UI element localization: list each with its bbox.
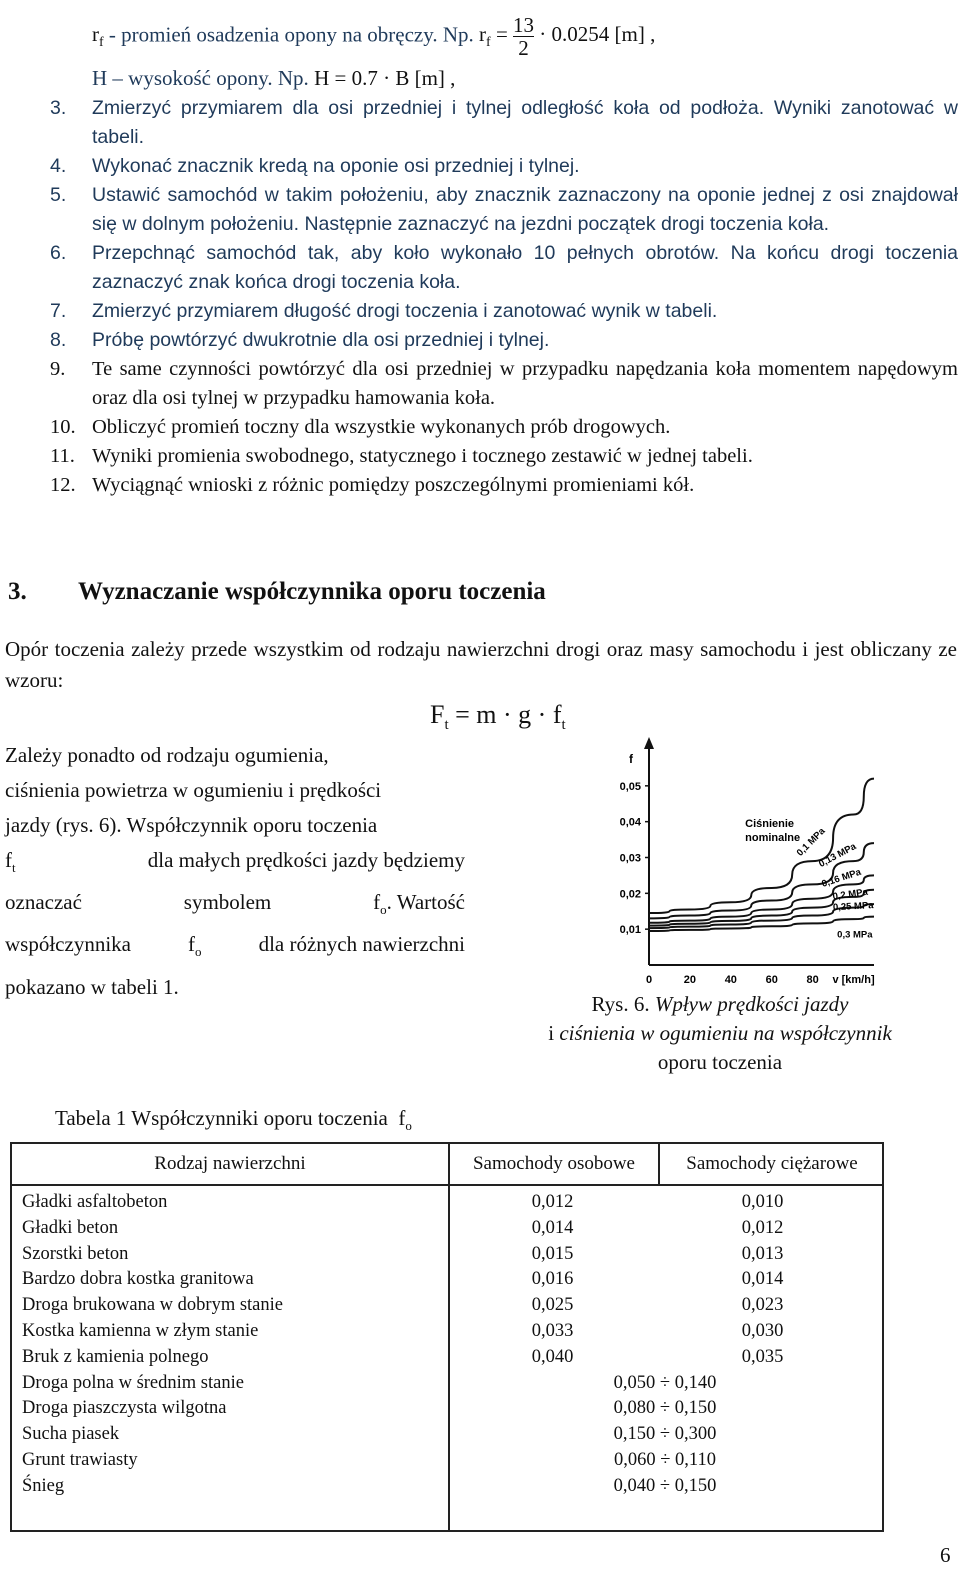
section-number: 3. <box>8 578 27 605</box>
step-number: 12. <box>50 474 76 496</box>
step-number: 9. <box>50 358 66 380</box>
list-item <box>50 94 958 152</box>
chart-annotation: Ciśnienie <box>745 818 795 831</box>
table-row <box>12 1242 882 1268</box>
procedure-steps <box>50 94 958 500</box>
truck-value-cell: 0,013 <box>741 1243 784 1264</box>
series-label: 0,3 MPa <box>837 929 873 941</box>
table-row <box>12 1267 882 1293</box>
surface-coefficients-table <box>10 1142 884 1532</box>
caption-line2: ciśnienia w ogumieniu na współczynnik <box>559 1021 892 1045</box>
list-item <box>50 442 958 471</box>
truck-value-cell: 0,010 <box>741 1192 784 1212</box>
surface-cell: Bardzo dobra kostka granitowa <box>22 1269 254 1290</box>
table-row <box>12 1422 882 1448</box>
side-line-3: jazdy (rys. 6). Współczynnik oporu toczenia <box>5 813 378 837</box>
table-divider-2 <box>658 1144 660 1186</box>
car-value-cell: 0,014 <box>531 1217 574 1238</box>
range-value-cell: 0,080 ÷ 0,150 <box>613 1398 717 1419</box>
x-tick-label: 80 <box>806 974 819 986</box>
range-value-cell: 0,060 ÷ 0,110 <box>614 1449 716 1470</box>
surface-cell: Droga piaszczysta wilgotna <box>22 1398 227 1419</box>
surface-cell: Droga polna w średnim stanie <box>22 1372 244 1393</box>
car-value-cell: 0,033 <box>531 1320 574 1341</box>
x-tick-label: 20 <box>683 974 697 986</box>
surface-cell: Bruk z kamienia polnego <box>22 1346 209 1367</box>
y-tick-label: 0,02 <box>619 888 641 901</box>
caption-line3: oporu toczenia <box>657 1050 783 1074</box>
car-value-cell: 0,015 <box>531 1243 574 1264</box>
truck-value-cell: 0,030 <box>741 1320 784 1341</box>
rf-symbol: $r_f$ <box>92 22 104 51</box>
truck-value-cell: 0,012 <box>741 1217 784 1238</box>
table-row <box>12 1474 882 1500</box>
side-line-6: współczynnika $f_o$ dla różnych nawierzchni <box>5 932 465 960</box>
list-item <box>50 326 958 355</box>
list-item <box>50 471 958 500</box>
step-text: Ustawić samochód w takim położeniu, aby znacznik zaznaczony na oponie jednej z osi znajdował się w dolnym położeniu. Następnie zaznaczyć na jezdni początek drogi toczenia koła. <box>92 184 958 235</box>
y-tick-label: 0,03 <box>619 852 641 865</box>
list-item <box>50 181 958 239</box>
step-text: Wyciągnąć wnioski z różnic pomiędzy poszczególnymi promieniami kół. <box>92 474 695 496</box>
truck-value-cell: 0,023 <box>741 1295 784 1316</box>
step-text: Przepchnąć samochód tak, aby koło wykonało 10 pełnych obrotów. Na końcu drogi toczenia zaznaczyć znak końca drogi toczenia koła. <box>92 242 958 293</box>
surface-cell: Śnieg <box>22 1475 65 1496</box>
y-tick-label: 0,05 <box>619 780 641 793</box>
car-value-cell: 0,025 <box>531 1295 574 1316</box>
list-item <box>50 239 958 297</box>
x-axis-label: v [km/h] <box>832 974 875 986</box>
truck-value-cell: 0,035 <box>741 1346 784 1367</box>
table-body <box>12 1190 882 1500</box>
step-number: 11. <box>50 445 75 467</box>
table-row <box>12 1396 882 1422</box>
series-label: 0,25 MPa <box>832 900 874 914</box>
list-item <box>50 152 958 181</box>
section-heading <box>8 578 546 606</box>
surface-cell: Grunt trawiasty <box>22 1449 138 1470</box>
page-number: 6 <box>940 1543 951 1567</box>
surface-cell: Kostka kamienna w złym stanie <box>22 1320 259 1341</box>
side-line-2: ciśnienia powietrza w ogumieniu i prędkości <box>5 778 382 802</box>
table-header <box>12 1144 882 1186</box>
list-item <box>50 355 958 413</box>
step-text: Obliczyć promień toczny dla wszystkie wykonanych prób drogowych. <box>92 416 671 438</box>
x-tick-label: 40 <box>724 974 737 986</box>
list-item <box>50 297 958 326</box>
tire-radius-definition <box>92 14 655 59</box>
car-value-cell: 0,016 <box>531 1269 574 1290</box>
table-row <box>12 1216 882 1242</box>
caption-line1: Wpływ prędkości jazdy <box>654 992 849 1016</box>
y-tick-label: 0,04 <box>619 816 641 829</box>
rolling-resistance-chart <box>585 735 885 990</box>
table-title: Tabela 1 Współczynniki oporu toczenia $f_o$ <box>55 1106 412 1134</box>
header-trucks: Samochody ciężarowe <box>686 1153 858 1174</box>
table-row <box>12 1371 882 1397</box>
side-line-7: pokazano w tabeli 1. <box>5 974 179 999</box>
car-value-cell: 0,012 <box>531 1192 574 1212</box>
step-number: 7. <box>50 300 67 322</box>
side-line-1: Zależy ponadto od rodzaju ogumienia, <box>5 743 329 767</box>
step-number: 3. <box>50 97 67 119</box>
table-row <box>12 1345 882 1371</box>
table-row <box>12 1448 882 1474</box>
range-value-cell: 0,040 ÷ 0,150 <box>613 1475 717 1496</box>
caption-prefix: Rys. 6. <box>591 992 650 1016</box>
side-line-5: oznaczać symbolem $f_o$. Wartość <box>5 890 465 918</box>
surface-cell: Gładki beton <box>22 1217 119 1238</box>
series-label: 0,2 MPa <box>831 886 869 903</box>
series-label: 0,13 MPa <box>817 841 859 870</box>
surface-cell: Sucha piasek <box>22 1424 120 1445</box>
x-tick-label: 60 <box>765 974 778 986</box>
range-value-cell: 0,050 ÷ 0,140 <box>613 1372 717 1393</box>
table-row <box>12 1319 882 1345</box>
truck-value-cell: 0,014 <box>741 1269 784 1290</box>
surface-cell: Gładki asfaltobeton <box>22 1192 168 1212</box>
series-label: 0,1 MPa <box>794 825 828 859</box>
section-title: Wyznaczanie współczynnika oporu toczenia <box>78 578 546 605</box>
x-tick-label: 0 <box>645 974 653 986</box>
series-label: 0,16 MPa <box>820 866 863 890</box>
car-value-cell: 0,040 <box>531 1346 574 1367</box>
table-row <box>12 1293 882 1319</box>
h-description: H – wysokość opony. Np. <box>92 66 309 90</box>
step-text: Zmierzyć przymiarem długość drogi toczenia i zanotować wynik w tabeli. <box>92 300 718 322</box>
step-text: Wyniki promienia swobodnego, statycznego i tocznego zestawić w jednej tabeli. <box>92 445 753 467</box>
chart-annotation: nominalne <box>745 832 801 845</box>
table-row <box>12 1190 882 1216</box>
step-number: 10. <box>50 416 76 438</box>
list-item <box>50 413 958 442</box>
range-value-cell: 0,150 ÷ 0,300 <box>613 1424 717 1445</box>
tire-height-definition <box>92 66 455 91</box>
step-text: Zmierzyć przymiarem dla osi przedniej i tylnej odległość koła od podłoża. Wyniki zanotować w tabeli. <box>92 97 958 148</box>
rf-equation: $r_f$ = $\frac{13}{2}$ · 0.0254 [m] , <box>479 13 656 60</box>
header-surface: Rodzaj nawierzchni <box>154 1153 306 1174</box>
header-cars: Samochody osobowe <box>472 1153 635 1174</box>
step-text: Te same czynności powtórzyć dla osi przedniej w przypadku napędzania koła momentem napędowym oraz dla osi tylnej w przypadku hamowania koła. <box>92 358 958 409</box>
step-text: Wykonać znacznik kredą na oponie osi przedniej i tylnej. <box>92 155 580 177</box>
rf-fraction: $\frac{13}{2}$ <box>513 13 535 60</box>
step-number: 8. <box>50 329 67 351</box>
y-axis-label: f <box>629 752 633 766</box>
side-line-4: $f_t$ dla małych prędkości jazdy będziemy <box>5 848 465 876</box>
y-tick-label: 0,01 <box>619 924 641 937</box>
step-text: Próbę powtórzyć dwukrotnie dla osi przedniej i tylnej. <box>92 329 550 351</box>
section-intro: Opór toczenia zależy przede wszystkim od rodzaju nawierzchni drogi oraz masy samochodu i jest obliczany ze wzoru: <box>5 637 957 692</box>
step-number: 6. <box>50 242 67 264</box>
rf-description: - promień osadzenia opony na obręczy. Np. <box>108 22 474 47</box>
h-equation: H = 0.7 · B [m] , <box>314 66 456 90</box>
surface-cell: Szorstki beton <box>22 1243 129 1264</box>
y-axis-arrow <box>644 737 654 749</box>
figure-caption: Rys. 6. Wpływ prędkości jazdy i ciśnienia w ogumieniu na współczynnik oporu toczenia <box>500 990 940 1077</box>
surface-cell: Droga brukowana w dobrym stanie <box>22 1295 283 1316</box>
step-number: 4. <box>50 155 67 177</box>
step-number: 5. <box>50 184 67 206</box>
rolling-resistance-formula: $F_t = m \cdot g \cdot f_t$ <box>430 700 566 734</box>
side-paragraph <box>5 738 465 1005</box>
